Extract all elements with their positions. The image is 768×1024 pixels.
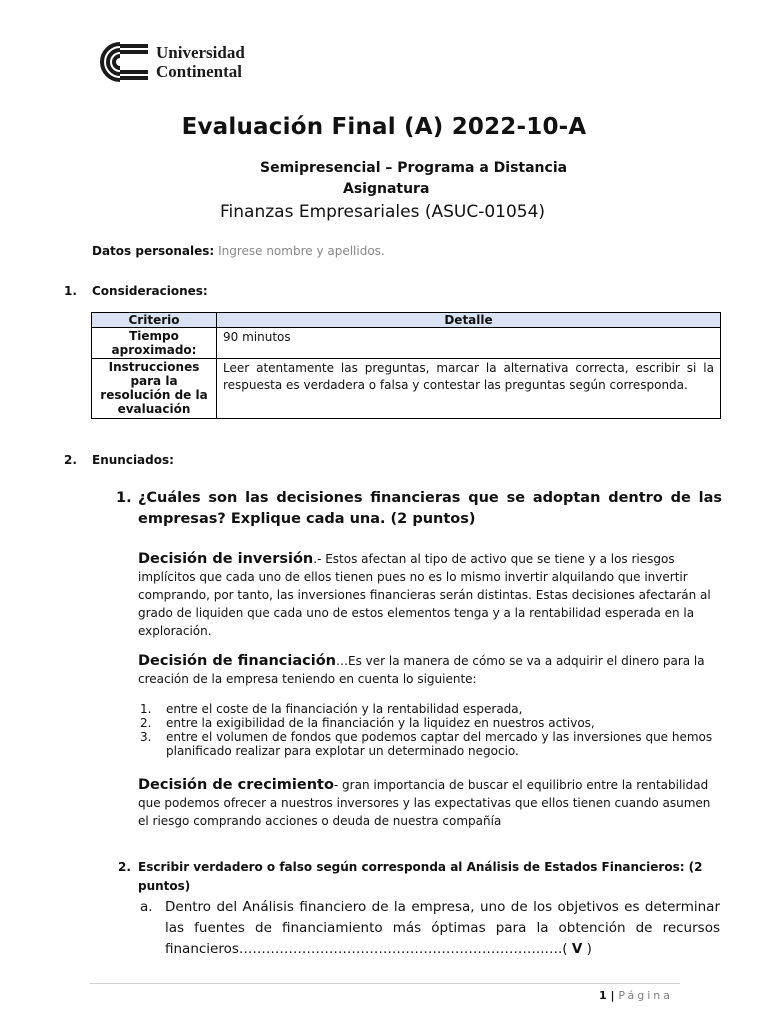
financing-list [140, 702, 720, 758]
answer-body: …Es ver la manera de cómo se va a adquirir el dinero para la creación de la empresa teniendo en cuenta lo siguiente: [138, 654, 705, 686]
table-row [92, 328, 721, 359]
question-text: ¿Cuáles son las decisiones financieras que se adoptan dentro de las empresas? Explique cada una. (2 puntos) [138, 490, 722, 527]
section-label: Enunciados: [92, 453, 174, 467]
answer-close: ) [582, 941, 592, 957]
subject-label: Asignatura [343, 181, 430, 197]
answer-heading: Decisión de inversión [138, 551, 314, 567]
answer-body: - gran importancia de buscar el equilibrio entre la rentabilidad que podemos ofrecer a nuestros inversores y las expectativas que ellos tienen cuando asumen el riesgo comprando acciones o deuda de nuestra compañía [138, 778, 711, 828]
modality-subtitle: Semipresencial – Programa a Distancia [260, 160, 568, 176]
table-row [92, 359, 721, 419]
row-detalle: Leer atentamente las preguntas, marcar la alternativa correcta, escribir si la respuesta es verdadera o falsa y contestar las preguntas según corresponda. [217, 359, 721, 419]
row-criterio: Tiempo aproximado: [92, 328, 217, 359]
name-placeholder[interactable]: Ingrese nombre y apellidos. [218, 244, 385, 258]
page-footer [599, 989, 673, 1002]
personal-data-label: Datos personales: [92, 244, 215, 258]
list-item-text: entre la exigibilidad de la financiación y la liquidez en nuestros activos, [166, 716, 595, 730]
table-header-row [92, 313, 721, 328]
question-2a [140, 897, 720, 960]
answer-heading: Decisión de financiación [138, 653, 337, 669]
logo-line2: Continental [156, 62, 242, 81]
criteria-table [91, 312, 721, 419]
section-number: 1. [64, 284, 77, 298]
list-item-number: 2. [140, 716, 152, 730]
answer-inversion [138, 550, 718, 640]
list-item-text: entre el volumen de fondos que podemos captar del mercado y las inversiones que hemos planificado realizar para explotar un determinado negocio. [166, 730, 713, 758]
sub-question-text [165, 897, 720, 960]
list-item [140, 716, 720, 730]
list-item-number: 3. [140, 730, 152, 744]
question-1 [116, 488, 722, 530]
row-criterio: Instrucciones para la resolución de la evaluación [92, 359, 217, 419]
logo-line1: Universidad [156, 43, 245, 62]
header-detalle: Detalle [217, 313, 721, 328]
question-2 [118, 858, 722, 896]
page-number: 1 [599, 989, 607, 1002]
list-item [140, 702, 720, 716]
section-number: 2. [64, 453, 77, 467]
answer-mark: V [571, 941, 583, 957]
list-item-number: 1. [140, 702, 152, 716]
question-number: 1. [116, 490, 132, 506]
statement-text: Dentro del Análisis financiero de la empresa, uno de los objetivos es determinar las fuentes de financiamiento más óptimas para la obtención de recursos financieros…………………………………………………………..….( [165, 899, 720, 957]
footer-divider [90, 983, 680, 984]
section-label: Consideraciones: [92, 284, 208, 298]
personal-data [92, 244, 385, 258]
answer-crecimiento [138, 776, 718, 830]
course-name: Finanzas Empresariales (ASUC-01054) [220, 202, 546, 222]
row-detalle: 90 minutos [217, 328, 721, 359]
question-number: 2. [118, 860, 131, 874]
answer-heading: Decisión de crecimiento [138, 777, 334, 793]
answer-financiacion [138, 652, 718, 688]
page-title: Evaluación Final (A) 2022-10-A [181, 114, 587, 140]
answer-body: .- Estos afectan al tipo de activo que se tiene y a los riesgos implícitos que cada uno de ellos tienen pues no es lo mismo invertir alquilando que invertir comprando, por tanto, las inversiones financieras serán distintas. Estas decisiones afectarán al grado de liquiden que cada uno de estos elementos tenga y a la rentabilidad esperada en la exploración. [138, 552, 711, 638]
list-item-text: entre el coste de la financiación y la rentabilidad esperada, [166, 702, 523, 716]
page-word: Página [618, 989, 673, 1002]
footer-separator: | [606, 989, 619, 1002]
list-item [140, 730, 720, 758]
university-logo [90, 40, 245, 84]
sub-question-letter: a. [140, 899, 153, 915]
university-logo-icon [90, 40, 150, 84]
logo-wordmark [156, 43, 245, 81]
header-criterio: Criterio [92, 313, 217, 328]
question-text: Escribir verdadero o falso según corresponda al Análisis de Estados Financieros: (2 puntos) [138, 860, 703, 893]
